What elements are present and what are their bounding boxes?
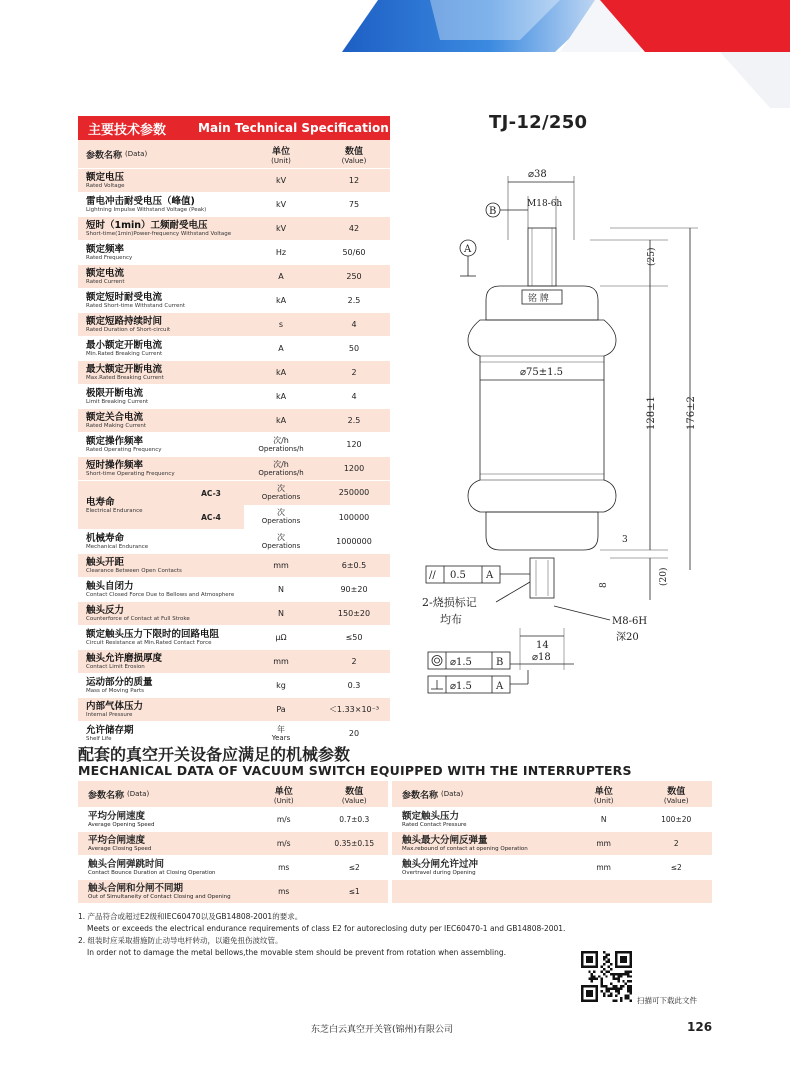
spec-row <box>78 649 390 673</box>
elec-ac3-unit: 次 <box>277 483 285 493</box>
spec-row-name-en: Shelf Life <box>86 736 112 742</box>
elec-en: Electrical Endurance <box>86 507 143 514</box>
mech-row-value: 100±20 <box>661 815 692 824</box>
spec-row-unit: s <box>278 320 284 329</box>
spec-row <box>78 432 390 456</box>
mech-h2-value-en: (Value) <box>663 796 689 805</box>
spec-row-name-en: Internal Pressure <box>86 712 133 718</box>
note-1-zh: 1. 产品符合或超过E2级和IEC60470以及GB14808-2001的要求。 <box>78 912 303 921</box>
spec-row-unit: kV <box>275 176 287 185</box>
spec-row-value: 90±20 <box>340 585 368 594</box>
spec-row <box>78 697 390 721</box>
spec-row-value: 20 <box>348 729 360 738</box>
spec-row-unit: kV <box>275 224 287 233</box>
spec-row-value: ＜1.33×10⁻³ <box>328 705 380 714</box>
spec-row <box>78 312 390 336</box>
elec-ac4-unit2: Operations <box>261 517 301 526</box>
mech-row-name-zh: 触头最大分闸反弹量 <box>402 835 488 846</box>
dim-8: 8 <box>599 582 609 588</box>
spec-row-value: 2 <box>351 657 357 666</box>
mech-row-name-zh: 平均分闸速度 <box>88 811 146 822</box>
spec-row-unit: kA <box>275 368 287 377</box>
spec-row <box>78 529 390 553</box>
spec-row <box>78 168 390 192</box>
spec-row-name-zh: 机械寿命 <box>86 533 125 544</box>
spec-row-value: 0.3 <box>347 681 361 690</box>
mech-row-name-en: Average Opening Speed <box>88 822 155 828</box>
spec-row-name-en: Rated Making Current <box>86 423 147 429</box>
spec-row-value: 4 <box>351 392 357 401</box>
dim-m18: M18-6h <box>527 199 563 209</box>
spec-row-name-en: Mechanical Endurance <box>86 544 149 550</box>
spec-row-value: 2.5 <box>347 296 361 305</box>
spec-row-unit: kA <box>275 416 287 425</box>
spec-row-name-zh: 允许储存期 <box>86 725 134 736</box>
spec-row <box>78 553 390 577</box>
tol-perp-value: ⌀1.5 <box>450 681 472 692</box>
spec-title-zh: 主要技术参数 <box>88 122 167 138</box>
tol-conc-value: ⌀1.5 <box>450 657 472 668</box>
spec-row-name-zh: 额定电流 <box>86 268 125 279</box>
tol-parallel-symbol: // <box>429 570 436 581</box>
spec-row-value: 1000000 <box>336 537 372 546</box>
mech-row-name-en: Overtravel during Opening <box>402 870 476 876</box>
spec-row-name-en: Rated Duration of Short-circuit <box>86 327 171 333</box>
spec-row <box>78 577 390 601</box>
spec-row-value: 12 <box>348 176 360 185</box>
spec-row-unit: Hz <box>275 248 287 257</box>
spec-row-value: 6±0.5 <box>341 561 367 570</box>
mech-row-unit: mm <box>596 839 611 848</box>
footnotes <box>78 911 565 959</box>
spec-title-en: Main Technical Specification <box>198 121 389 135</box>
mech-title-zh: 配套的真空开关设备应满足的机械参数 <box>78 745 351 764</box>
spec-row <box>78 456 390 480</box>
nameplate-label: 铭 牌 <box>528 294 549 304</box>
spec-row-value: 50/60 <box>342 248 366 257</box>
dim-m8: M8-6H <box>612 616 648 627</box>
spec-row <box>78 601 390 625</box>
spec-row <box>78 288 390 312</box>
mech-row-name-en: Max.rebound of contact at opening Operation <box>402 846 528 852</box>
dim-d75: ⌀75±1.5 <box>520 367 564 378</box>
spec-row-unit: μΩ <box>275 633 287 642</box>
spec-row-name-zh: 触头自闭力 <box>86 581 134 592</box>
spec-row-unit: N <box>278 585 284 594</box>
dim-128: 128±1 <box>646 396 657 430</box>
dim-d38: ⌀38 <box>528 169 547 180</box>
note-1-en: Meets or exceeds the electrical endurance requirements of class E2 for autoreclosing duty per IEC60470-1 and GB14808-2001. <box>87 924 566 933</box>
mech-header-row <box>78 781 712 807</box>
spec-row-name-en: Rated Operating Frequency <box>86 447 162 453</box>
spec-row-name-en: Rated Voltage <box>86 183 125 189</box>
spec-row <box>78 625 390 649</box>
spec-row-name-zh: 额定频率 <box>86 244 125 255</box>
mech-row-value: ≤1 <box>348 887 360 896</box>
spec-row-unit: mm <box>273 657 289 666</box>
dim-3: 3 <box>622 535 628 545</box>
spec-row-unit: kV <box>275 200 287 209</box>
spec-row-name-zh: 额定电压 <box>86 172 125 183</box>
mech-h2-param-en: (Data) <box>441 790 464 798</box>
header-param-en: (Data) <box>125 150 148 158</box>
spec-row <box>78 192 390 216</box>
spec-row-unit-en: Operations/h <box>258 444 304 453</box>
spec-row-unit: mm <box>273 561 289 570</box>
spec-row-unit: 次/h <box>273 459 289 469</box>
mech-row-value: 0.35±0.15 <box>334 839 375 848</box>
spec-row-name-zh: 触头开距 <box>86 557 125 568</box>
spec-row-name-zh: 最小额定开断电流 <box>86 340 163 351</box>
spec-row-name-en: Short-time Operating Frequency <box>86 471 175 477</box>
spec-row-name-en: Rated Frequency <box>86 255 133 261</box>
spec-row-name-zh: 短时（1min）工频耐受电压 <box>86 220 208 231</box>
mech-h2-value-zh: 数值 <box>667 786 686 797</box>
spec-header-row <box>78 140 390 168</box>
note-2-zh: 2. 组装时应采取措施防止动导电杆转动，以避免扭伤波纹管。 <box>78 936 283 945</box>
spec-row-name-zh: 额定短路持续时间 <box>86 316 163 327</box>
note-2-en: In order not to damage the metal bellows,the movable stem should be prevent from rotation when assembling. <box>87 948 506 957</box>
mech-row-name-zh: 额定触头压力 <box>402 811 460 822</box>
spec-row-name-en: Rated Current <box>86 279 125 285</box>
spec-row-name-zh: 内部气体压力 <box>86 701 144 712</box>
spec-row-unit: N <box>278 609 284 618</box>
mech-row <box>78 879 712 903</box>
spec-row-name-zh: 极限开断电流 <box>86 388 144 399</box>
spec-row-name-en: Circuit Resistance at Min.Rated Contact Force <box>86 640 212 646</box>
spec-row-name-zh: 运动部分的质量 <box>86 677 153 688</box>
mech-row-unit: mm <box>596 863 611 872</box>
mark-label-2: 均布 <box>440 613 462 626</box>
elec-zh: 电寿命 <box>86 496 115 508</box>
spec-row-value: 42 <box>348 224 360 233</box>
tol-conc-ref: B <box>496 657 504 668</box>
mech-h-param-en: (Data) <box>127 790 150 798</box>
spec-row-unit: kA <box>275 296 287 305</box>
spec-row-name-en: Min.Rated Breaking Current <box>86 351 163 357</box>
mech-h2-param-zh: 参数名称 <box>402 790 439 801</box>
spec-row-name-en: Max.Rated Breaking Current <box>86 375 164 381</box>
spec-row-name-en: Contact Closed Force Due to Bellows and Atmosphere <box>86 592 235 598</box>
spec-row-name-en: Mass of Moving Parts <box>86 688 144 694</box>
mech-title-en: MECHANICAL DATA OF VACUUM SWITCH EQUIPPED WITH THE INTERRUPTERS <box>78 763 632 778</box>
elec-ac4-unit: 次 <box>277 508 285 518</box>
mech-row <box>78 831 712 855</box>
mech-h-value-zh: 数值 <box>345 786 364 797</box>
elec-ac3-unit2: Operations <box>261 492 301 501</box>
dim-25: (25) <box>647 247 657 266</box>
mech-row-unit: m/s <box>276 815 291 824</box>
spec-row-unit: 次/h <box>273 435 289 445</box>
mech-row-name-en: Average Closing Speed <box>88 846 152 852</box>
spec-row-name-zh: 最大额定开断电流 <box>86 364 163 375</box>
spec-row-name-zh: 触头允许磨损厚度 <box>86 653 163 664</box>
mech-row-unit: ms <box>278 863 290 872</box>
page-number: 126 <box>687 1020 713 1034</box>
spec-row-name-zh: 短时操作频率 <box>86 460 144 471</box>
dim-d18: ⌀18 <box>532 652 551 663</box>
tol-parallel-value: 0.5 <box>450 570 466 581</box>
mech-row-unit: m/s <box>276 839 291 848</box>
spec-row-name-zh: 额定操作频率 <box>86 436 144 447</box>
mech-h-value-en: (Value) <box>341 796 367 805</box>
spec-row-unit: 年 <box>277 724 285 734</box>
mech-h-param-zh: 参数名称 <box>88 790 125 801</box>
spec-row-value: 2.5 <box>347 416 361 425</box>
mech-row-name-zh: 触头合闸弹跳时间 <box>88 859 165 870</box>
mech-h2-unit-zh: 单位 <box>594 786 613 797</box>
mech-row-value: 0.7±0.3 <box>339 815 370 824</box>
elec-ac4-class: AC-4 <box>201 512 221 522</box>
mech-row-value: ≤2 <box>670 863 682 872</box>
mech-row <box>78 807 712 831</box>
spec-row-name-en: Contact Limit Erosion <box>86 664 145 670</box>
spec-row <box>78 216 390 240</box>
spec-row-value: 250 <box>346 272 362 281</box>
mech-row-value <box>640 880 712 903</box>
spec-row-value: 75 <box>348 200 360 209</box>
mech-row-name-en: Out of Simultaneity of Contact Closing and Opening <box>88 894 231 900</box>
main-spec-table <box>78 116 390 745</box>
company-name: 东芝白云真空开关管(锦州)有限公司 <box>311 1025 454 1035</box>
mech-row-value: 2 <box>673 839 679 848</box>
mech-h2-unit-en: (Unit) <box>593 796 614 805</box>
header-unit-zh: 单位 <box>271 146 290 157</box>
datum-a-label: A <box>464 244 472 255</box>
spec-title-bar <box>78 116 390 140</box>
model-number: TJ-12/250 <box>489 112 588 133</box>
mech-h-unit-zh: 单位 <box>274 786 293 797</box>
spec-row-name-en: Clearance Between Open Contacts <box>86 568 182 574</box>
elec-ac4-value: 100000 <box>338 512 370 522</box>
tol-parallel-ref: A <box>486 570 494 581</box>
spec-row-unit: A <box>278 344 284 353</box>
spec-row-name-en: Lightning Impulse Withstand Voltage (Peak) <box>86 207 207 213</box>
elec-ac3-value: 250000 <box>338 488 370 498</box>
elec-ac3-class: AC-3 <box>201 488 221 498</box>
mech-table <box>78 781 712 903</box>
spec-row-name-en: Rated Short-time Withstand Current <box>86 303 186 309</box>
spec-row-name-zh: 额定关合电流 <box>86 412 144 423</box>
spec-row-value: 50 <box>348 344 360 353</box>
spec-row-name-zh: 额定触头压力下限时的回路电阻 <box>86 629 220 640</box>
dim-deep: 深20 <box>616 632 639 643</box>
spec-row <box>78 384 390 408</box>
mech-row-name-zh: 触头分闸允许过冲 <box>402 859 479 870</box>
header-param-zh: 参数名称 <box>86 150 123 161</box>
spec-row-name-zh: 触头反力 <box>86 605 125 616</box>
spec-row-unit: Pa <box>276 705 286 714</box>
qr-code <box>581 951 632 1002</box>
mech-row-name-en: Contact Bounce Duration at Closing Operation <box>88 870 216 876</box>
spec-row <box>78 673 390 697</box>
spec-row <box>78 360 390 384</box>
spec-row-value: 4 <box>351 320 357 329</box>
spec-row <box>78 264 390 288</box>
mech-row-unit: ms <box>278 887 290 896</box>
tol-perp-ref: A <box>496 681 504 692</box>
datum-b-label: B <box>489 206 497 217</box>
spec-row-unit: 次 <box>277 532 285 542</box>
spec-row-unit: A <box>278 272 284 281</box>
mech-row-unit <box>567 880 641 903</box>
mech-row <box>78 855 712 879</box>
mech-h-unit-en: (Unit) <box>273 796 294 805</box>
dim-20: (20) <box>659 567 669 586</box>
header-value-en: (Value) <box>341 156 367 165</box>
mech-row-name-zh: 平均合闸速度 <box>88 835 146 846</box>
spec-row-unit-en: Years <box>271 733 291 742</box>
mech-row-unit: N <box>600 815 607 824</box>
qr-label: 扫描可下载此文件 <box>637 996 697 1005</box>
spec-row-name-zh: 额定短时耐受电流 <box>86 292 163 303</box>
spec-row-unit: kg <box>276 681 286 690</box>
spec-row-value: ≤50 <box>345 633 363 642</box>
spec-row <box>78 408 390 432</box>
dim-176: 176±2 <box>686 396 697 430</box>
spec-row-unit-en: Operations <box>261 541 301 550</box>
spec-row-value: 120 <box>346 440 362 449</box>
spec-row-value: 150±20 <box>337 609 371 618</box>
spec-row <box>78 336 390 360</box>
mech-row-name-zh: 触头合闸和分闸不同期 <box>88 883 184 894</box>
spec-row-name-en: Short-time(1min)Power-frequency Withstand Voltage <box>86 231 232 237</box>
spec-row-value: 1200 <box>343 464 365 473</box>
electrical-endurance-row <box>78 480 390 529</box>
mech-row-value: ≤2 <box>348 863 360 872</box>
header-banner <box>0 0 790 110</box>
spec-row-unit: kA <box>275 392 287 401</box>
mark-label-1: 2-烧损标记 <box>422 596 477 609</box>
spec-row-name-en: Limit Breaking Current <box>86 399 149 405</box>
spec-row-unit-en: Operations/h <box>258 468 304 477</box>
header-value-zh: 数值 <box>344 146 363 157</box>
interrupter-drawing <box>410 140 710 700</box>
spec-row-name-en: Counterforce of Contact at Full Stroke <box>86 616 190 622</box>
spec-row <box>78 240 390 264</box>
spec-row-name-zh: 雷电冲击耐受电压（峰值) <box>86 196 195 207</box>
header-unit-en: (Unit) <box>271 156 291 165</box>
mech-row-name-en: Rated Contact Pressure <box>402 822 467 828</box>
dim-14: 14 <box>536 640 549 651</box>
spec-row-value: 2 <box>351 368 357 377</box>
